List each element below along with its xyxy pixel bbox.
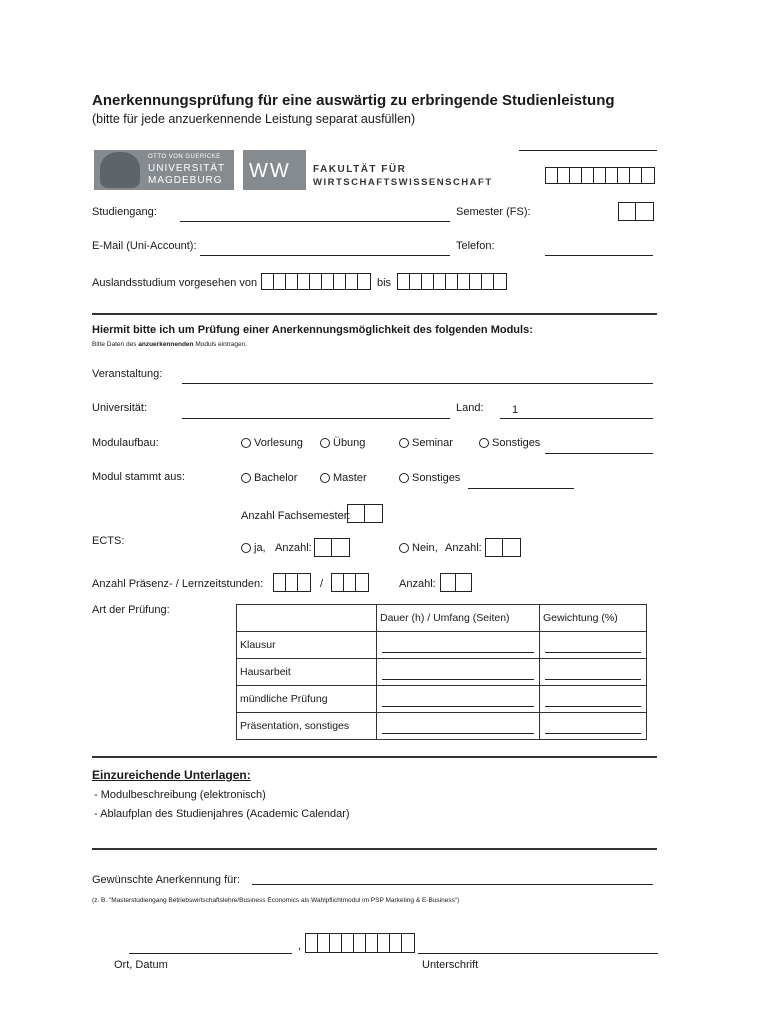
ort-field[interactable] bbox=[129, 953, 292, 954]
section-divider bbox=[92, 756, 657, 758]
radio-circle-icon bbox=[399, 473, 409, 483]
pruefung-label: Art der Prüfung: bbox=[92, 604, 170, 616]
uni-line1: OTTO VON GUERICKE bbox=[148, 154, 221, 160]
email-field[interactable] bbox=[200, 255, 450, 256]
table-row bbox=[237, 713, 647, 740]
radio-circle-icon bbox=[399, 543, 409, 553]
gewichtung-field[interactable] bbox=[540, 659, 647, 686]
id-number-boxes[interactable] bbox=[545, 167, 655, 184]
land-field[interactable] bbox=[500, 418, 653, 419]
veranstaltung-label: Veranstaltung: bbox=[92, 368, 163, 380]
datum-boxes[interactable] bbox=[305, 933, 415, 953]
radio-circle-icon bbox=[241, 473, 251, 483]
radio-circle-icon bbox=[399, 438, 409, 448]
dauer-field[interactable] bbox=[377, 713, 540, 740]
unterschrift-field[interactable] bbox=[418, 953, 658, 954]
dauer-field[interactable] bbox=[377, 686, 540, 713]
radio-ects-ja[interactable] bbox=[241, 542, 266, 554]
radio-master[interactable] bbox=[320, 472, 367, 484]
table-header-blank bbox=[237, 605, 377, 632]
praesenz-slash: / bbox=[320, 578, 324, 590]
email-label: E-Mail (Uni-Account): bbox=[92, 240, 197, 252]
anzahl-boxes[interactable] bbox=[440, 573, 472, 592]
praesenz-boxes[interactable] bbox=[273, 573, 311, 592]
exam-type-klausur: Klausur bbox=[237, 632, 377, 659]
request-note-pre: Bitte Daten des bbox=[92, 341, 139, 348]
documents-heading: Einzureichende Unterlagen: bbox=[92, 768, 251, 782]
gewichtung-field[interactable] bbox=[540, 686, 647, 713]
radio-circle-icon bbox=[320, 473, 330, 483]
sonstiges-stammt-field[interactable] bbox=[468, 488, 574, 489]
universitaet-field[interactable] bbox=[182, 418, 450, 419]
document-item: - Modulbeschreibung (elektronisch) bbox=[94, 789, 266, 801]
radio-circle-icon bbox=[320, 438, 330, 448]
radio-vorlesung-label: Vorlesung bbox=[254, 437, 303, 449]
radio-seminar-label: Seminar bbox=[412, 437, 453, 449]
faculty-mark-text: WW bbox=[249, 160, 291, 182]
studiengang-field[interactable] bbox=[180, 221, 450, 222]
telefon-field[interactable] bbox=[545, 255, 653, 256]
ects-nein-boxes[interactable] bbox=[485, 538, 521, 557]
dauer-field[interactable] bbox=[377, 659, 540, 686]
fachsemester-boxes[interactable] bbox=[347, 504, 383, 523]
radio-sonstiges-stammt[interactable] bbox=[399, 472, 460, 484]
semester-boxes[interactable] bbox=[618, 202, 654, 221]
table-header-row bbox=[237, 605, 647, 632]
uni-line3: MAGDEBURG bbox=[148, 175, 223, 186]
ort-datum-label: Ort, Datum bbox=[114, 959, 168, 971]
request-note bbox=[92, 341, 247, 348]
radio-uebung[interactable] bbox=[320, 437, 365, 449]
table-header-dauer: Dauer (h) / Umfang (Seiten) bbox=[377, 605, 540, 632]
radio-vorlesung[interactable] bbox=[241, 437, 303, 449]
recognition-field[interactable] bbox=[252, 884, 653, 885]
table-header-gewichtung: Gewichtung (%) bbox=[540, 605, 647, 632]
radio-ects-nein-label: Nein, bbox=[412, 542, 438, 554]
page-subtitle: (bitte für jede anzuerkennende Leistung separat ausfüllen) bbox=[92, 112, 416, 126]
uni-line2: UNIVERSITÄT bbox=[148, 163, 226, 174]
radio-sonstiges-stammt-label: Sonstiges bbox=[412, 472, 461, 484]
gewichtung-field[interactable] bbox=[540, 632, 647, 659]
radio-circle-icon bbox=[479, 438, 489, 448]
radio-master-label: Master bbox=[333, 472, 367, 484]
page-title: Anerkennungsprüfung für eine auswärtig zu erbringende Studienleistung bbox=[92, 92, 615, 109]
modul-stammt-label: Modul stammt aus: bbox=[92, 471, 185, 483]
ects-nein-anzahl-label: Anzahl: bbox=[445, 542, 482, 554]
unterschrift-label: Unterschrift bbox=[422, 959, 479, 971]
ausland-von-label: Auslandsstudium vorgesehen von bbox=[92, 277, 258, 289]
ects-ja-boxes[interactable] bbox=[314, 538, 350, 557]
exam-type-praesentation: Präsentation, sonstiges bbox=[237, 713, 377, 740]
radio-bachelor-label: Bachelor bbox=[254, 472, 298, 484]
faculty-line1: FAKULTÄT FÜR bbox=[313, 164, 407, 175]
fachsemester-label: Anzahl Fachsemester: bbox=[241, 510, 351, 522]
section-divider bbox=[92, 313, 657, 315]
recognition-example: (z. B. "Masterstudiengang Betriebswirtschaftslehre/Business Economics als Wahlpflichtmodul im PSP Marketing & E-Business") bbox=[92, 897, 460, 904]
ausland-bis-label: bis bbox=[377, 277, 392, 289]
gewichtung-field[interactable] bbox=[540, 713, 647, 740]
section-divider bbox=[92, 848, 657, 850]
telefon-label: Telefon: bbox=[456, 240, 495, 252]
table-row bbox=[237, 686, 647, 713]
university-logo bbox=[94, 150, 234, 190]
sonstiges-aufbau-field[interactable] bbox=[545, 453, 653, 454]
exam-type-hausarbeit: Hausarbeit bbox=[237, 659, 377, 686]
radio-ects-ja-label: ja, bbox=[254, 542, 266, 554]
request-heading: Hiermit bitte ich um Prüfung einer Anerkennungsmöglichkeit des folgenden Moduls: bbox=[92, 324, 533, 336]
veranstaltung-field[interactable] bbox=[182, 383, 653, 384]
recognition-label: Gewünschte Anerkennung für: bbox=[92, 874, 240, 886]
radio-ects-nein[interactable] bbox=[399, 542, 438, 554]
founder-portrait-icon bbox=[100, 152, 140, 188]
modulaufbau-label: Modulaufbau: bbox=[92, 437, 159, 449]
radio-circle-icon bbox=[241, 543, 251, 553]
request-note-bold: anzuerkennenden bbox=[138, 341, 194, 348]
radio-circle-icon bbox=[241, 438, 251, 448]
document-item: - Ablaufplan des Studienjahres (Academic Calendar) bbox=[94, 808, 350, 820]
radio-sonstiges-aufbau-label: Sonstiges bbox=[492, 437, 541, 449]
semester-label: Semester (FS): bbox=[456, 206, 531, 218]
ausland-bis-boxes[interactable] bbox=[397, 273, 507, 290]
faculty-line2: WIRTSCHAFTSWISSENSCHAFT bbox=[313, 177, 493, 188]
exam-type-muendlich: mündliche Prüfung bbox=[237, 686, 377, 713]
land-label: Land: bbox=[456, 402, 484, 414]
radio-seminar[interactable] bbox=[399, 437, 453, 449]
dauer-field[interactable] bbox=[377, 632, 540, 659]
signature-comma: , bbox=[298, 940, 302, 952]
lernzeit-boxes[interactable] bbox=[331, 573, 369, 592]
anzahl-label: Anzahl: bbox=[399, 578, 436, 590]
praesenz-label: Anzahl Präsenz- / Lernzeitstunden: bbox=[92, 578, 264, 590]
faculty-logo-mark bbox=[243, 150, 306, 190]
ects-label: ECTS: bbox=[92, 535, 125, 547]
request-note-post: Moduls eintragen. bbox=[193, 341, 247, 348]
universitaet-label: Universität: bbox=[92, 402, 148, 414]
radio-sonstiges-aufbau[interactable] bbox=[479, 437, 540, 449]
land-value[interactable]: 1 bbox=[512, 404, 519, 416]
table-row bbox=[237, 632, 647, 659]
exam-table bbox=[236, 604, 647, 740]
ects-ja-anzahl-label: Anzahl: bbox=[275, 542, 312, 554]
table-row bbox=[237, 659, 647, 686]
radio-bachelor[interactable] bbox=[241, 472, 297, 484]
ausland-von-boxes[interactable] bbox=[261, 273, 371, 290]
studiengang-label: Studiengang: bbox=[92, 206, 157, 218]
header-rule-right bbox=[519, 150, 657, 151]
radio-uebung-label: Übung bbox=[333, 437, 366, 449]
